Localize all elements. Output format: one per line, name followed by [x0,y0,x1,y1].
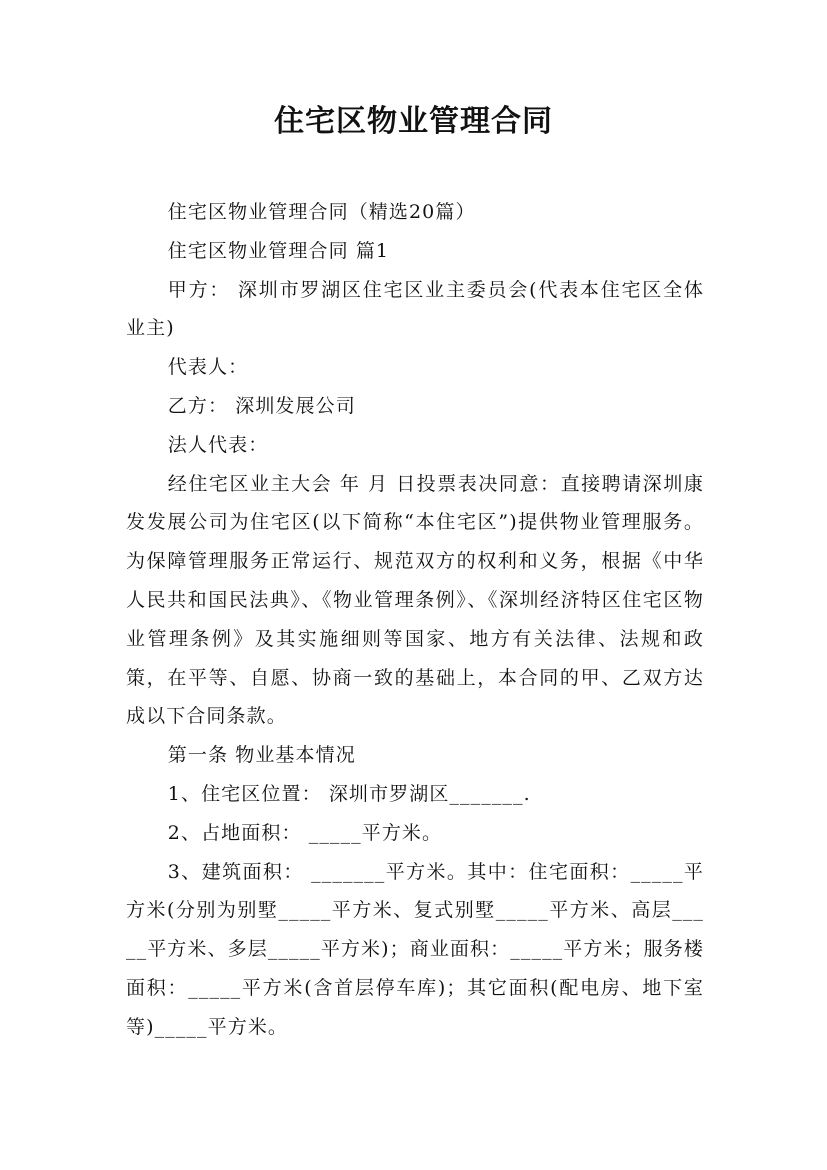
document-body [126,193,704,1047]
paragraph-legal-representative: 法人代表： [167,433,269,456]
paragraph-contract-number: 住宅区物业管理合同 篇1 [167,239,390,262]
paragraph-location: 1、住宅区位置： 深圳市罗湖区_______. [167,782,531,805]
paragraph-preamble: 经住宅区业主大会 年 月 日投票表决同意：直接聘请深圳康发发展公司为住宅区(以下简称“本住宅区”)提供物业管理服务。为保障管理服务正常运行、规范双方的权利和义务，根据《中华人民共和国民法典》、《物业管理条例》、《深圳经济特区住宅区物业管理条例》及其实施细则等国家、地方有关法律、法规和政策，在平等、自愿、协商一致的基础上，本合同的甲、乙双方达成以下合同条款。 [126,472,704,728]
paragraph-building-area: 3、建筑面积： _______平方米。其中：住宅面积：_____平方米(分别为别墅_____平方米、复式别墅_____平方米、高层_____平方米、多层_____平方米)；商业面积：_____平方米；服务楼面积：_____平方米(含首层停车库)；其它面积(配电房、地下室等)_____平方米。 [126,860,704,1038]
paragraph-party-a: 甲方： 深圳市罗湖区住宅区业主委员会(代表本住宅区全体业主) [126,278,704,340]
paragraph-article-one-heading: 第一条 物业基本情况 [167,744,356,767]
paragraph-land-area: 2、占地面积： _____平方米。 [167,821,443,844]
paragraph-collection-heading: 住宅区物业管理合同（精选20篇） [167,201,476,223]
paragraph-party-b: 乙方： 深圳发展公司 [167,394,356,417]
paragraph-representative: 代表人： [167,356,249,379]
document-title: 住宅区物业管理合同 [274,104,553,139]
